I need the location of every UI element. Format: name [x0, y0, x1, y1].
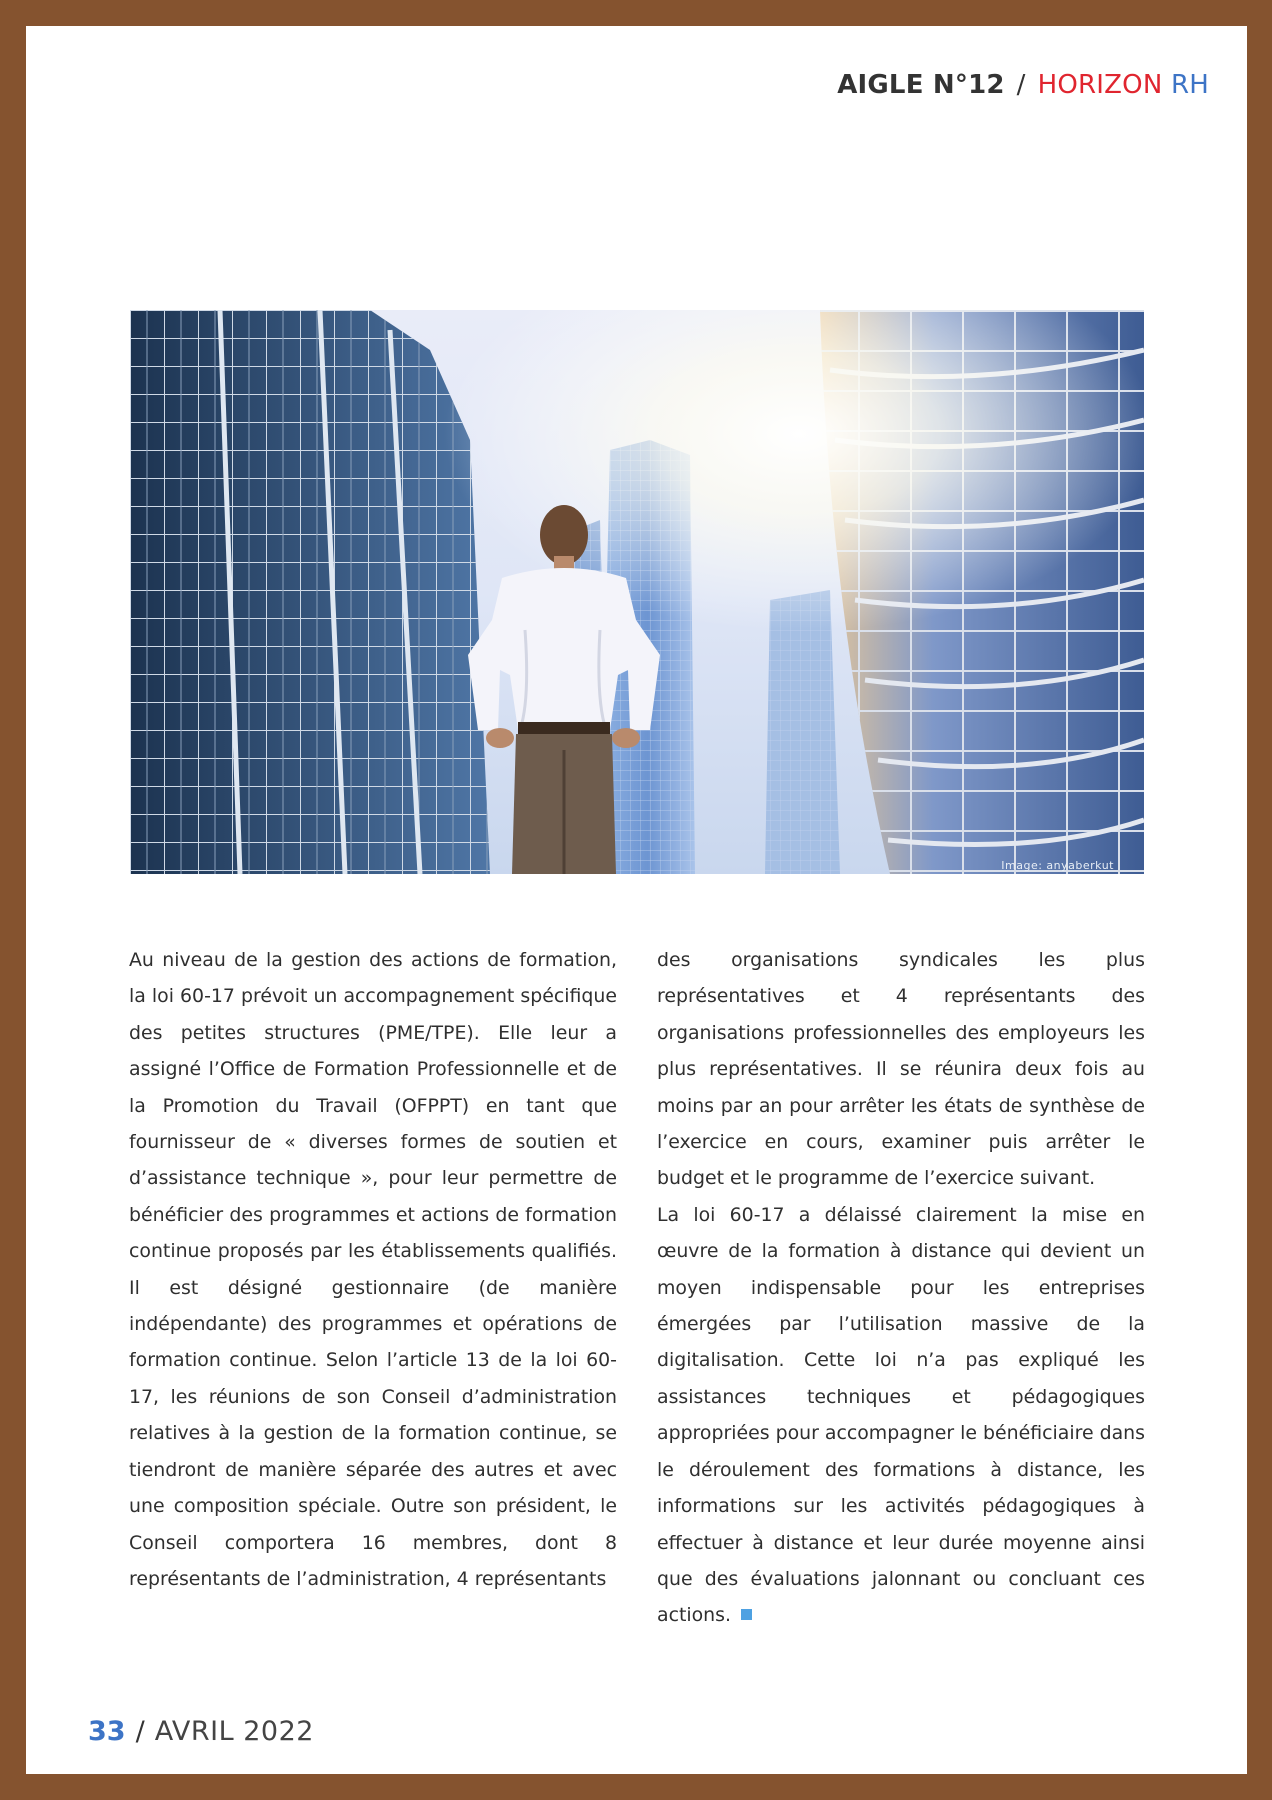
magazine-issue: AIGLE N°12 — [837, 70, 1005, 100]
businessman-skyscrapers-image — [130, 310, 1144, 874]
paragraph-last — [657, 1197, 1145, 1634]
paragraph: Au niveau de la gestion des actions de formation, la loi 60-17 prévoit un accompagnement spécifique des petites structures (PME/TPE). Elle leur a assigné l’Office de Formation Professionnelle et de la Promotion du Travail (OFPPT) en tant que fournisseur de « diverses formes de soutien et d’assistance technique », pour leur permettre de bénéficier des programmes et actions de formation continue proposés par les établissements qualifiés. Il est désigné gestionnaire (de manière indépendante) des programmes et opérations de formation continue. Selon l’article 13 de la loi 60-17, les réunions de son Conseil d’administration relatives à la gestion de la formation continue, se tiendront de manière séparée des autres et avec une composition spéciale. Outre son président, le Conseil comportera 16 membres, dont 8 représentants de l’administration, 4 représentants — [129, 949, 617, 1590]
end-of-article-mark — [741, 1609, 752, 1620]
article-column-right — [657, 942, 1145, 1634]
paragraph: des organisations syndicales les plus représentatives et 4 représentants des organisations professionnelles des employeurs les plus représentatives. Il se réunira deux fois au moins par an pour arrêter les états de synthèse de l’exercice en cours, examiner puis arrêter le budget et le programme de l’exercice suivant. — [657, 949, 1145, 1190]
page-header — [837, 70, 1209, 100]
header-separator: / — [1016, 70, 1026, 100]
page-footer — [88, 1716, 314, 1747]
paragraph-text: La loi 60-17 a délaissé clairement la mise en œuvre de la formation à distance qui devient un moyen indispensable pour les entreprises émergées par l’utilisation massive de la digitalisation. Cette loi n’a pas expliqué les assistances techniques et pédagogiques appropriées pour accompagner le bénéficiaire dans le déroulement des formations à distance, les informations sur les activités pédagogiques à effectuer à distance et leur durée moyenne ainsi que des évaluations jalonnant ou concluant ces actions. — [657, 1203, 1145, 1627]
article-photo — [130, 310, 1144, 874]
footer-separator: / — [135, 1716, 145, 1747]
issue-date: AVRIL 2022 — [154, 1716, 314, 1747]
section-title-horizon: HORIZON — [1037, 70, 1163, 100]
magazine-page — [26, 26, 1247, 1774]
page-number: 33 — [88, 1716, 126, 1747]
section-title-rh: RH — [1170, 70, 1209, 100]
article-column-left — [129, 942, 617, 1597]
image-credit: Image: anyaberkut — [1001, 859, 1114, 872]
